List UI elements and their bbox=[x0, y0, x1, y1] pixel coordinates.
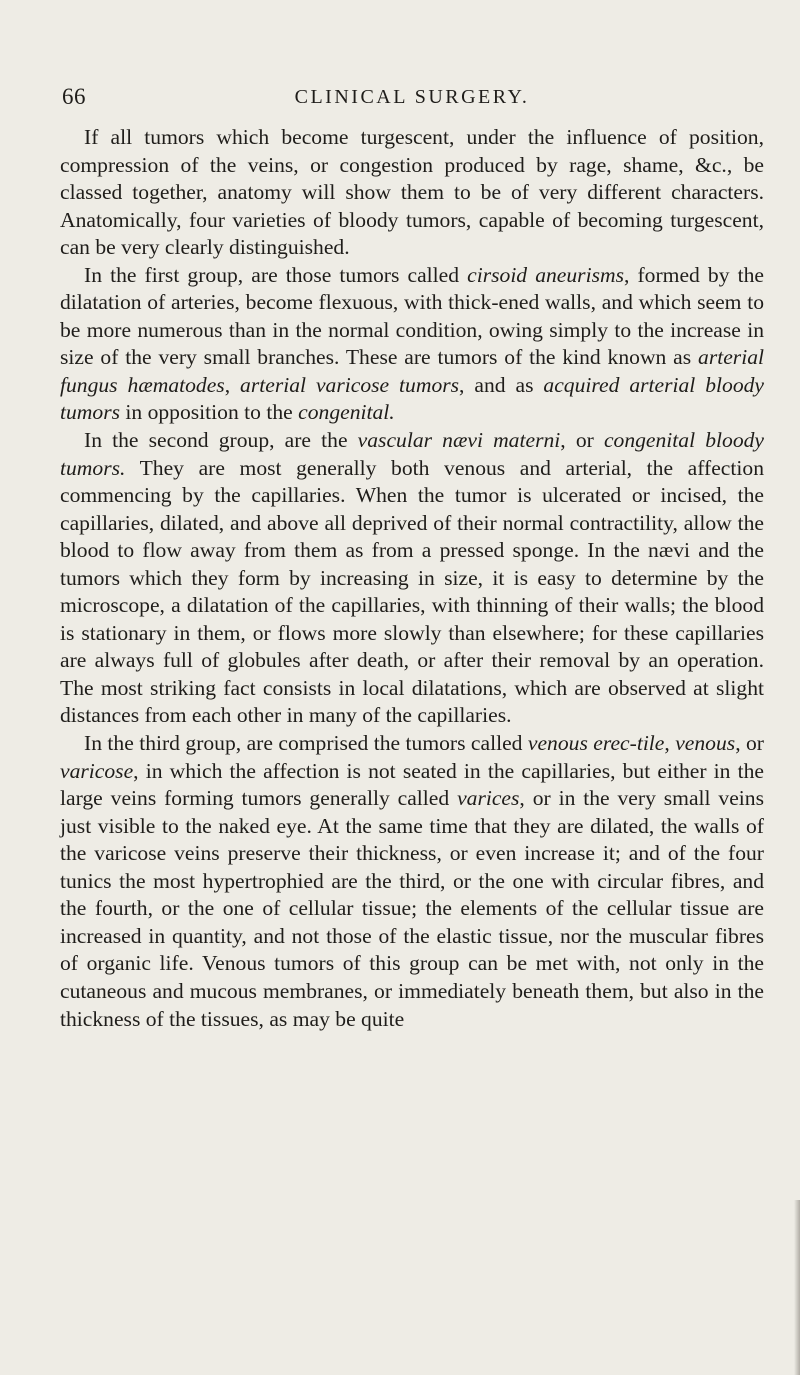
text-run: , formed by the dilatation of arteries, become flexuous, with thick-ened walls, and which seem to be more numerous than in the normal condition, owing simply to the increase in size of the very small branches. These are tumors of the kind known as bbox=[60, 262, 764, 370]
italic-term: acquired arterial bloody tumors bbox=[60, 372, 765, 425]
text-run: , and as bbox=[459, 372, 544, 397]
page-header bbox=[62, 84, 762, 114]
italic-term: vascular nævi materni bbox=[357, 428, 561, 453]
paragraph-2 bbox=[60, 262, 764, 427]
text-run: , bbox=[224, 372, 241, 397]
text-run: In the first group, are those tumors called bbox=[84, 262, 468, 287]
body-text bbox=[60, 124, 764, 1033]
italic-term: varicose bbox=[60, 758, 134, 783]
text-run: , bbox=[664, 731, 676, 756]
italic-term: venous erec-tile bbox=[527, 731, 665, 756]
text-run: , or bbox=[735, 731, 764, 756]
text-run: , or bbox=[560, 428, 604, 453]
text-run: If all tumors which become turgescent, under the influence of position, compression of the veins, or congestion produced by rage, shame, &c., be classed together, anatomy will show them to be of very different characters. Anatomically, four varieties of bloody tumors, capable of becoming turgescent, can be very clearly distinguished. bbox=[60, 125, 764, 260]
text-run: In the third group, are comprised the tumors called bbox=[84, 731, 528, 756]
text-run: In the second group, are the bbox=[84, 428, 358, 453]
italic-term: varices bbox=[457, 786, 520, 811]
running-title: CLINICAL SURGERY. bbox=[294, 86, 530, 108]
text-run: , in which the affection is not seated in the capillaries, but either in the large veins forming tumors generally called bbox=[60, 758, 764, 811]
text-run: , or in the very small veins just visible to the naked eye. At the same time that they are dilated, the walls of the varicose veins preserve their thickness, or even increase it; and of the four tunics the most hypertrophied are the third, or the one with circular fibres, and the fourth, or the one of cellular tissue; the elements of the cellular tissue are increased in quantity, and not those of the elastic tissue, nor the muscular fibres of organic life. Venous tumors of this group can be met with, not only in the cutaneous and mucous membranes, or immediately beneath them, but also in the thickness of the tissues, as may be quite bbox=[60, 786, 764, 1031]
paragraph-4 bbox=[60, 730, 764, 1033]
italic-term: cirsoid aneurisms bbox=[467, 262, 624, 287]
paragraph-1 bbox=[60, 124, 764, 262]
italic-term: congenital bloody tumors. bbox=[60, 428, 765, 480]
italic-term: venous bbox=[675, 731, 736, 756]
text-run: in opposition to the bbox=[120, 400, 299, 425]
text-run: They are most generally both venous and arterial, the affection commencing by the capillaries. When the tumor is ulcerated or incised, the capillaries, dilated, and above all deprived of their normal contractility, allow the blood to flow away from them as from a pressed sponge. In the nævi and the tumors which they form by increasing in size, it is easy to determine by the microscope, a dilatation of the capillaries, with thinning of their walls; the blood is stationary in them, or flows more slowly than elsewhere; for these capillaries are always full of globules after death, or after their removal by an operation. The most striking fact consists in local dilatations, which are observed at slight distances from each other in many of the capillaries. bbox=[60, 455, 764, 728]
italic-term: congenital. bbox=[298, 400, 395, 425]
italic-term: arterial fungus hæmatodes bbox=[60, 345, 764, 397]
page-edge-shadow bbox=[794, 1200, 800, 1375]
italic-term: arterial varicose tumors bbox=[240, 372, 460, 397]
page-number: 66 bbox=[62, 84, 86, 109]
paragraph-3 bbox=[60, 427, 764, 730]
